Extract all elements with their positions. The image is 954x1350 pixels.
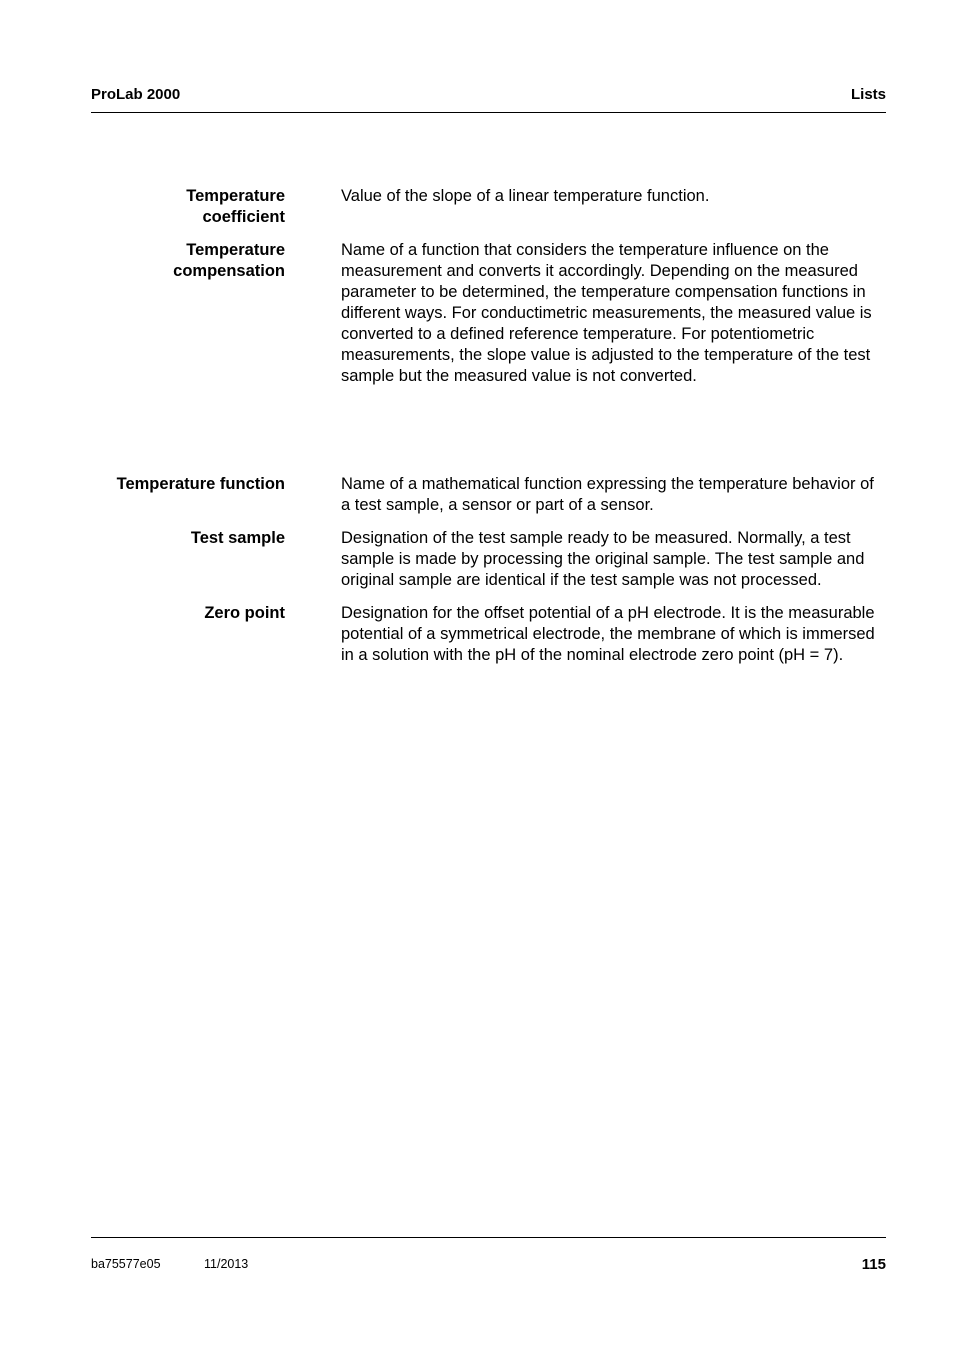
glossary-term-line: Temperature bbox=[186, 187, 285, 205]
glossary-term bbox=[91, 186, 285, 228]
glossary-term bbox=[91, 240, 285, 282]
footer-document-id: ba75577e05 bbox=[91, 1257, 161, 1271]
header-product-name: ProLab 2000 bbox=[91, 86, 181, 103]
glossary-term: Test sample bbox=[190, 529, 285, 547]
glossary-term-line: compensation bbox=[173, 262, 285, 280]
glossary-definition: Name of a function that considers the temperature influence on the measurement and converts it accordingly. Depending on the measured parameter to be determined, the temperature compensation functions in different ways. For conductimetric measurements, the measured value is converted to a defined reference temperature. For potentiometric measurements, the slope value is adjusted to the temperature of the test sample but the measured value is not converted. bbox=[341, 241, 872, 385]
footer-date: 11/2013 bbox=[204, 1257, 249, 1271]
glossary-definition: Designation for the offset potential of a pH electrode. It is the measurable potential of a symmetrical electrode, the membrane of which is immersed in a solution with the pH of the nominal electrode zero point (pH = 7). bbox=[341, 604, 875, 664]
glossary-term-line: coefficient bbox=[202, 208, 285, 226]
page-number: 115 bbox=[861, 1256, 886, 1273]
header-divider bbox=[91, 112, 886, 113]
glossary-entry bbox=[91, 186, 886, 240]
glossary-term-line: Temperature bbox=[186, 241, 285, 259]
glossary-definition: Designation of the test sample ready to be measured. Normally, a test sample is made by processing the original sample. The test sample and original sample are identical if the test sample was not processed. bbox=[341, 529, 865, 589]
glossary-entry bbox=[91, 240, 886, 474]
header-section-title: Lists bbox=[850, 86, 886, 103]
glossary-definition: Value of the slope of a linear temperature function. bbox=[341, 187, 710, 205]
glossary-entry bbox=[91, 603, 886, 693]
glossary-definition: Name of a mathematical function expressing the temperature behavior of a test sample, a sensor or part of a sensor. bbox=[341, 475, 874, 514]
glossary-list bbox=[91, 186, 886, 693]
glossary-term: Temperature function bbox=[116, 475, 285, 493]
page-header bbox=[91, 86, 886, 106]
glossary-term: Zero point bbox=[204, 604, 285, 622]
page-footer bbox=[91, 1256, 886, 1276]
glossary-entry bbox=[91, 528, 886, 603]
footer-divider bbox=[91, 1237, 886, 1238]
glossary-entry bbox=[91, 474, 886, 528]
